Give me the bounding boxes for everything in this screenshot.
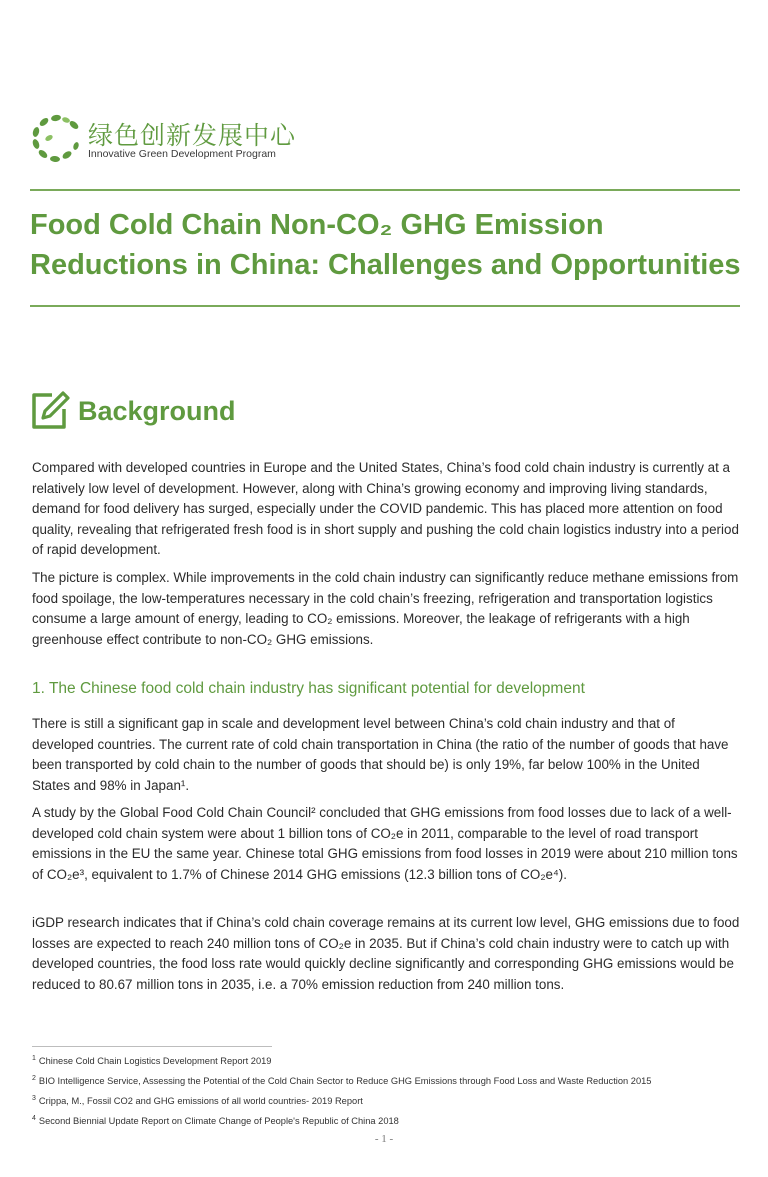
logo-english-name: Innovative Green Development Program: [88, 148, 276, 160]
footnote-separator: [32, 1046, 272, 1047]
section-heading: Background: [78, 396, 236, 426]
paragraph-intro: Compared with developed countries in Europe and the United States, China’s food cold chain industry is currently at a relatively low level of development. However, along with China’s growing economy and improving living standards, demand for food delivery has surged, especially under the COVID pandemic. This has placed more attention on food quality, revealing that refrigerated fresh food is in short supply and pushing the cold chain logistics industry into a period of rapid development.: [32, 460, 739, 557]
title-top-rule: [30, 189, 740, 191]
igdp-logo: [30, 112, 330, 164]
paragraph-complexity: The picture is complex. While improvements in the cold chain industry can significantly reduce methane emissions from food spoilage, the low-temperatures necessary in the cold chain’s freezing, refrigeration and transportation logistics consume a large amount of energy, leading to CO₂ emissions. Moreover, the leakage of refrigerants with a high greenhouse effect contribute to non-CO₂ GHG emissions.: [32, 570, 739, 647]
footnote-number: 1: [32, 1055, 36, 1062]
footnote-number: 4: [32, 1115, 36, 1123]
footnote-item: [32, 1050, 752, 1070]
footnote-text: Crippa, M., Fossil CO2 and GHG emissions of all world countries- 2019 Report: [38, 1096, 363, 1107]
footnote-number: 2: [32, 1075, 36, 1083]
page-number: - 1 -: [374, 1133, 394, 1145]
footnote-text: BIO Intelligence Service, Assessing the Potential of the Cold Chain Sector to Reduce GHG Emissions through Food Loss and Waste Reduction 2015: [38, 1076, 652, 1087]
title-line-1: Food Cold Chain Non-CO₂ GHG Emission: [30, 209, 604, 241]
footnote-text: Chinese Cold Chain Logistics Development Report 2019: [38, 1056, 272, 1067]
title-bottom-rule: [30, 305, 740, 307]
document-title: [30, 205, 750, 285]
footnotes: [32, 1050, 752, 1130]
footnote-item: [32, 1070, 752, 1090]
footnote-item: [32, 1110, 752, 1130]
edit-icon: [30, 390, 70, 430]
title-line-2: Reductions in China: Challenges and Opportunities: [30, 249, 741, 281]
paragraph-gap: There is still a significant gap in scale and development level between China’s cold chain industry and that of developed countries. The current rate of cold chain transportation in China (the ratio of the number of goods that have been transported by cold chain to the number of goods that should be) is only 19%, far below 100% in the United States and 98% in Japan¹.: [32, 716, 729, 793]
logo-chinese-name: 绿色创新发展中心: [88, 121, 297, 150]
paragraph-igdp-research: iGDP research indicates that if China’s cold chain coverage remains at its current low level, GHG emissions due to food losses are expected to reach 240 million tons of CO₂e in 2035. But if China’s cold chain industry were to catch up with developed countries, the food loss rate would quickly decline significantly and corresponding GHG emissions would be reduced to 80.67 million tons in 2035, i.e. a 70% emission reduction from 240 million tons.: [32, 915, 740, 992]
leaf-wreath-logo-icon: [30, 112, 82, 164]
footnote-number: 3: [32, 1095, 36, 1103]
paragraph-study: A study by the Global Food Cold Chain Council² concluded that GHG emissions from food losses due to lack of a well-developed cold chain system were about 1 billion tons of CO₂e in 2011, comparable to the level of road transport emissions in the EU the same year. Chinese total GHG emissions from food losses in 2019 were about 210 million tons of CO₂e³, equivalent to 1.7% of Chinese 2014 GHG emissions (12.3 billion tons of CO₂e⁴).: [32, 805, 738, 882]
footnote-text: Second Biennial Update Report on Climate Change of People's Republic of China 2018: [38, 1116, 399, 1127]
subsection-heading: 1. The Chinese food cold chain industry has significant potential for development: [32, 680, 585, 697]
footnote-item: [32, 1090, 752, 1110]
